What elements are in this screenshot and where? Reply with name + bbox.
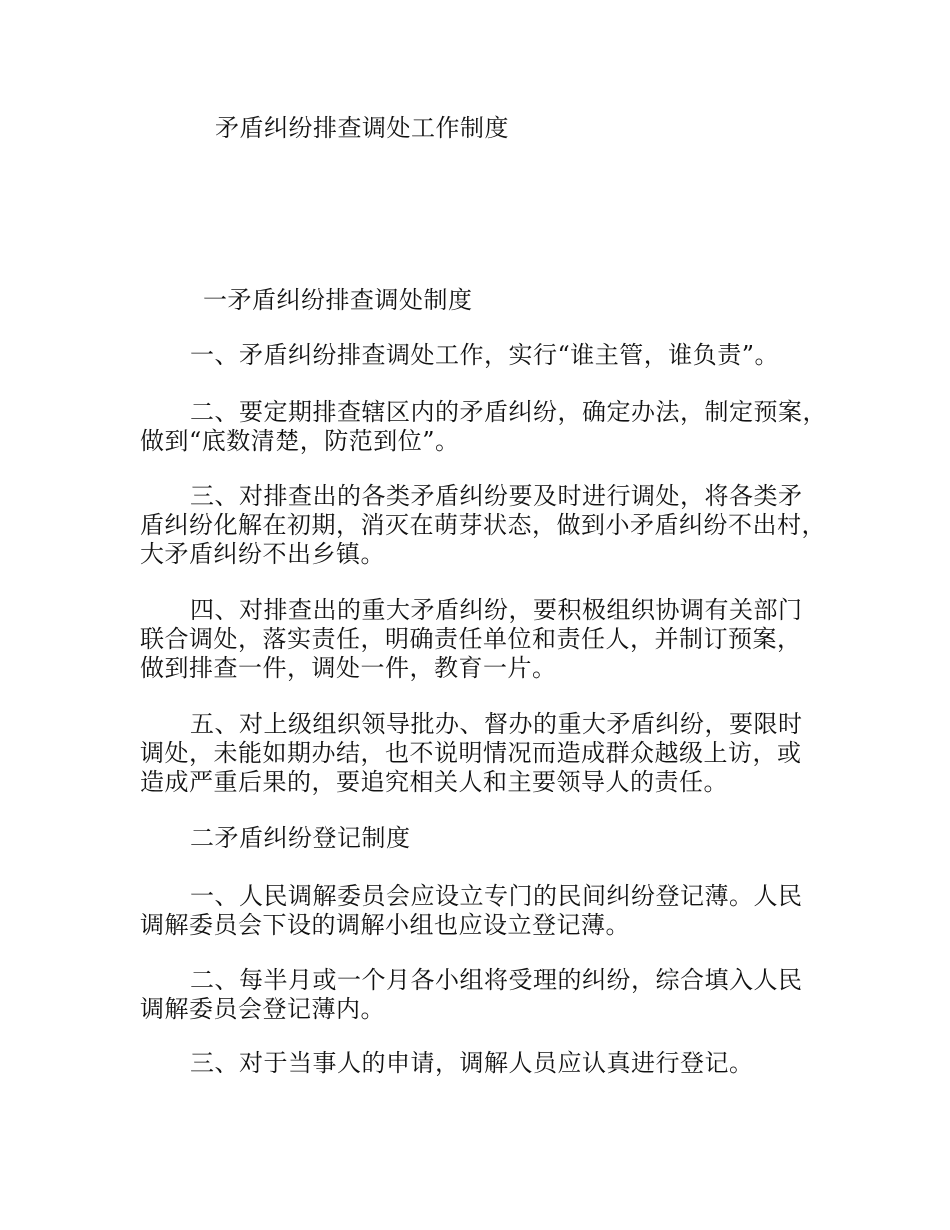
paragraph-line: 联合调处，落实责任，明确责任单位和责任人，并制订预案，: [140, 625, 802, 653]
paragraph-line: 四、对排查出的重大矛盾纠纷，要积极组织协调有关部门: [190, 596, 803, 624]
paragraph-line: 二、每半月或一个月各小组将受理的纠纷，综合填入人民: [190, 966, 803, 994]
paragraph-1-5: [140, 710, 840, 797]
paragraph-1-3: [140, 482, 840, 569]
paragraph-line: 三、对于当事人的申请，调解人员应认真进行登记。: [190, 1049, 754, 1077]
paragraph-1-4: [140, 596, 840, 683]
paragraph-line: 调处，未能如期办结，也不说明情况而造成群众越级上访，或: [140, 739, 802, 767]
paragraph-line: 造成严重后果的，要追究相关人和主要领导人的责任。: [140, 768, 728, 796]
paragraph-line: 做到排查一件，调处一件，教育一片。: [140, 654, 557, 682]
paragraph-2-3: [140, 1049, 840, 1078]
paragraph-line: 一、矛盾纠纷排查调处工作，实行“谁主管，谁负责”。: [190, 341, 780, 369]
paragraph-1-2: [140, 398, 840, 456]
paragraph-line: 调解委员会下设的调解小组也应设立登记薄。: [140, 911, 630, 939]
document-title: 矛盾纠纷排查调处工作制度: [215, 114, 509, 142]
paragraph-line: 三、对排查出的各类矛盾纠纷要及时进行调处，将各类矛: [190, 482, 803, 510]
paragraph-line: 一、人民调解委员会应设立专门的民间纠纷登记薄。人民: [190, 882, 803, 910]
paragraph-2-2: [140, 966, 840, 1024]
paragraph-line: 五、对上级组织领导批办、督办的重大矛盾纠纷，要限时: [190, 710, 803, 738]
paragraph-line: 盾纠纷化解在初期，消灭在萌芽状态，做到小矛盾纠纷不出村，: [140, 511, 826, 539]
paragraph-line: 做到“底数清楚，防范到位”。: [140, 427, 460, 455]
section-heading-1: 一矛盾纠纷排查调处制度: [203, 286, 473, 314]
paragraph-line: 二、要定期排查辖区内的矛盾纠纷，确定办法，制定预案，: [190, 398, 827, 426]
paragraph-line: 大矛盾纠纷不出乡镇。: [140, 540, 385, 568]
paragraph-line: 调解委员会登记薄内。: [140, 995, 385, 1023]
section-heading-2: 二矛盾纠纷登记制度: [190, 824, 411, 852]
paragraph-1-1: [140, 341, 840, 370]
paragraph-2-1: [140, 882, 840, 940]
